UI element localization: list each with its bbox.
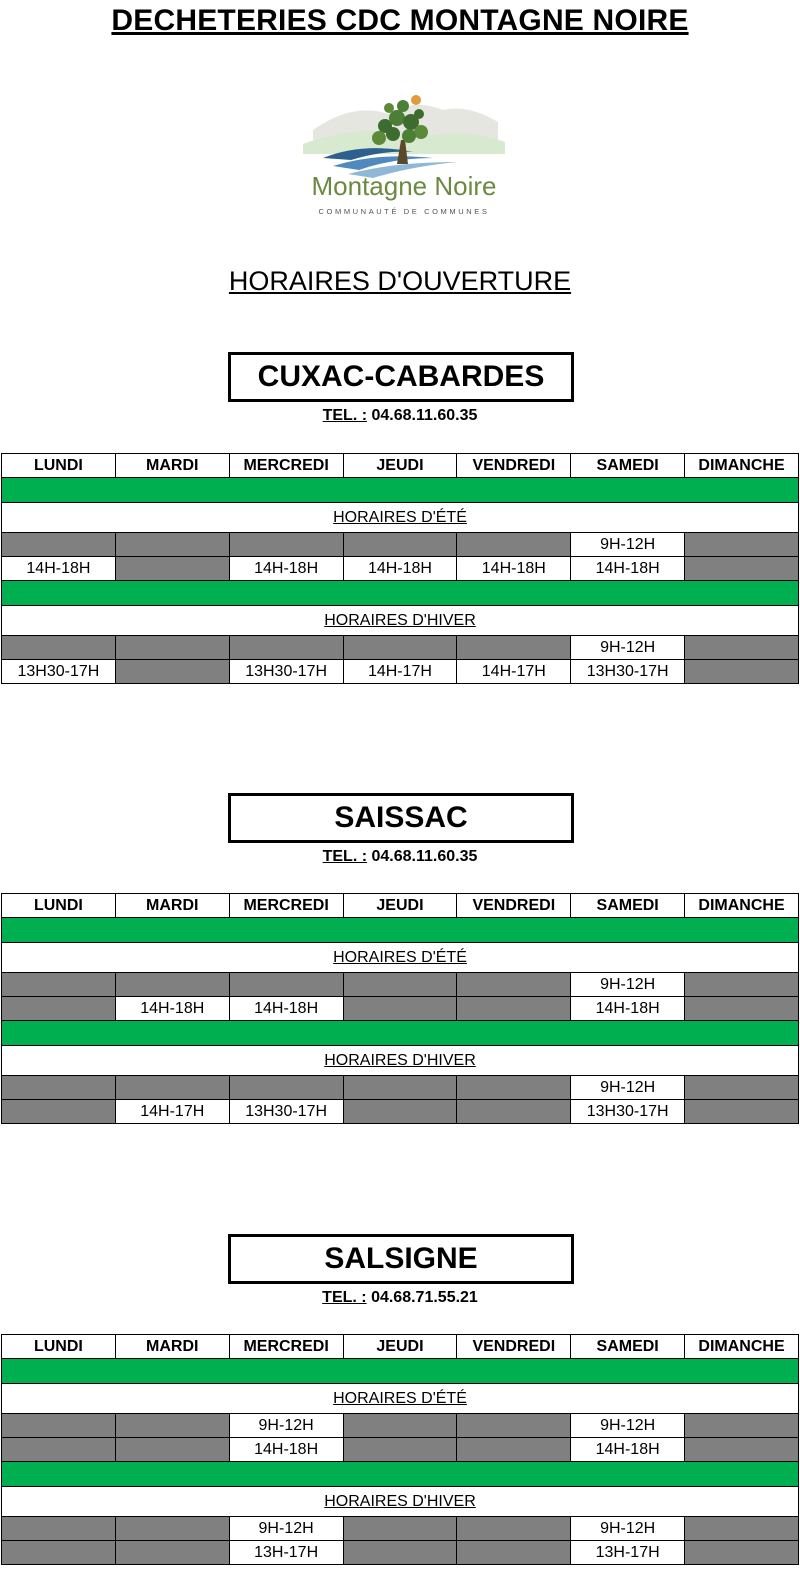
summer-afternoon-row xyxy=(2,557,799,581)
hour-cell xyxy=(2,1517,116,1541)
tel-label: TEL. : xyxy=(322,407,368,424)
day-header-row xyxy=(2,894,799,918)
hour-cell: 9H-12H xyxy=(571,1414,685,1438)
hour-cell xyxy=(115,1076,229,1100)
green-separator xyxy=(2,1021,799,1046)
hour-cell: 9H-12H xyxy=(571,533,685,557)
winter-afternoon-row xyxy=(2,1100,799,1124)
day-header: LUNDI xyxy=(2,454,116,478)
day-header: VENDREDI xyxy=(457,1335,571,1359)
hour-cell xyxy=(457,1517,571,1541)
day-header: VENDREDI xyxy=(457,454,571,478)
montagne-noire-logo xyxy=(293,92,515,222)
summer-hours-row xyxy=(2,503,799,533)
hour-cell xyxy=(343,1517,457,1541)
site-phone xyxy=(0,407,800,425)
hour-cell: 14H-18H xyxy=(115,997,229,1021)
green-separator xyxy=(2,581,799,606)
hour-cell xyxy=(457,973,571,997)
hour-cell xyxy=(115,1517,229,1541)
day-header: LUNDI xyxy=(2,1335,116,1359)
hour-cell xyxy=(229,636,343,660)
hour-cell xyxy=(457,1076,571,1100)
hour-cell xyxy=(343,1438,457,1462)
tel-label: TEL. : xyxy=(322,848,368,865)
day-header: MARDI xyxy=(115,894,229,918)
hour-cell xyxy=(343,1100,457,1124)
hour-cell xyxy=(2,533,116,557)
hour-cell xyxy=(457,1414,571,1438)
site-name-box xyxy=(228,352,574,402)
hour-cell xyxy=(457,1438,571,1462)
summer-hours-row xyxy=(2,943,799,973)
hour-cell xyxy=(343,533,457,557)
hour-cell: 14H-18H xyxy=(457,557,571,581)
hour-cell: 14H-18H xyxy=(571,557,685,581)
hour-cell: 9H-12H xyxy=(229,1414,343,1438)
hour-cell: 14H-18H xyxy=(229,557,343,581)
hour-cell xyxy=(2,1438,116,1462)
hour-cell xyxy=(2,1414,116,1438)
hour-cell: 14H-18H xyxy=(229,1438,343,1462)
day-header: MARDI xyxy=(115,454,229,478)
summer-afternoon-row xyxy=(2,997,799,1021)
day-header: LUNDI xyxy=(2,894,116,918)
hour-cell xyxy=(685,1414,799,1438)
hour-cell xyxy=(2,973,116,997)
site-phone xyxy=(0,848,800,866)
hour-cell xyxy=(685,997,799,1021)
hour-cell: 13H30-17H xyxy=(571,660,685,684)
hour-cell xyxy=(343,636,457,660)
hour-cell xyxy=(115,1438,229,1462)
schedule-table xyxy=(1,1334,799,1565)
hour-cell xyxy=(343,1076,457,1100)
hour-cell xyxy=(229,973,343,997)
winter-afternoon-row xyxy=(2,1541,799,1565)
day-header: JEUDI xyxy=(343,454,457,478)
tel-number: 04.68.71.55.21 xyxy=(371,1289,478,1306)
hour-cell xyxy=(457,1100,571,1124)
green-separator xyxy=(2,478,799,503)
hour-cell: 14H-18H xyxy=(571,997,685,1021)
svg-text:Montagne Noire: Montagne Noire xyxy=(311,171,497,201)
hour-cell: 9H-12H xyxy=(571,1517,685,1541)
hour-cell: 14H-18H xyxy=(229,997,343,1021)
day-header: MERCREDI xyxy=(229,454,343,478)
hour-cell: 13H30-17H xyxy=(571,1100,685,1124)
winter-hours-label: HORAIRES D'HIVER xyxy=(2,1487,799,1517)
day-header-row xyxy=(2,1335,799,1359)
green-separator xyxy=(2,1462,799,1487)
schedule-table xyxy=(1,893,799,1124)
hour-cell: 9H-12H xyxy=(571,636,685,660)
day-header: DIMANCHE xyxy=(685,454,799,478)
hour-cell xyxy=(115,636,229,660)
hour-cell xyxy=(115,660,229,684)
day-header: JEUDI xyxy=(343,1335,457,1359)
day-header: MARDI xyxy=(115,1335,229,1359)
summer-hours-label: HORAIRES D'ÉTÉ xyxy=(2,1384,799,1414)
day-header: SAMEDI xyxy=(571,894,685,918)
day-header: DIMANCHE xyxy=(685,1335,799,1359)
summer-hours-label: HORAIRES D'ÉTÉ xyxy=(2,943,799,973)
hour-cell xyxy=(685,533,799,557)
site-name: SAISSAC xyxy=(334,801,468,834)
day-header: MERCREDI xyxy=(229,894,343,918)
hour-cell xyxy=(2,1100,116,1124)
day-header: SAMEDI xyxy=(571,1335,685,1359)
tel-number: 04.68.11.60.35 xyxy=(371,848,478,865)
summer-morning-row xyxy=(2,1414,799,1438)
winter-afternoon-row xyxy=(2,660,799,684)
day-header-row xyxy=(2,454,799,478)
winter-hours-label: HORAIRES D'HIVER xyxy=(2,606,799,636)
hour-cell xyxy=(685,1438,799,1462)
site-name-box xyxy=(228,793,574,843)
tel-label: TEL. : xyxy=(322,1289,367,1306)
site-name: SALSIGNE xyxy=(324,1242,478,1275)
hour-cell: 9H-12H xyxy=(571,1076,685,1100)
hour-cell: 9H-12H xyxy=(229,1517,343,1541)
hour-cell xyxy=(685,1541,799,1565)
summer-morning-row xyxy=(2,533,799,557)
page-title: DECHETERIES CDC MONTAGNE NOIRE xyxy=(111,4,689,37)
opening-hours-heading: HORAIRES D'OUVERTURE xyxy=(228,266,572,296)
day-header: MERCREDI xyxy=(229,1335,343,1359)
site-name-box xyxy=(228,1234,574,1284)
hour-cell xyxy=(229,533,343,557)
site-name: CUXAC-CABARDES xyxy=(257,360,545,393)
winter-hours-row xyxy=(2,606,799,636)
day-header: JEUDI xyxy=(343,894,457,918)
hour-cell: 14H-18H xyxy=(571,1438,685,1462)
hour-cell xyxy=(2,636,116,660)
hour-cell: 14H-17H xyxy=(115,1100,229,1124)
hour-cell: 14H-17H xyxy=(343,660,457,684)
summer-morning-row xyxy=(2,973,799,997)
summer-afternoon-row xyxy=(2,1438,799,1462)
day-header: VENDREDI xyxy=(457,894,571,918)
hour-cell: 13H-17H xyxy=(571,1541,685,1565)
hour-cell xyxy=(685,636,799,660)
tel-number: 04.68.11.60.35 xyxy=(371,407,478,424)
winter-morning-row xyxy=(2,1076,799,1100)
day-header: DIMANCHE xyxy=(685,894,799,918)
hour-cell: 9H-12H xyxy=(571,973,685,997)
hour-cell xyxy=(229,1076,343,1100)
winter-hours-row xyxy=(2,1046,799,1076)
winter-morning-row xyxy=(2,1517,799,1541)
hour-cell xyxy=(115,973,229,997)
hour-cell xyxy=(115,1414,229,1438)
hour-cell xyxy=(457,636,571,660)
hour-cell xyxy=(685,660,799,684)
hour-cell xyxy=(457,997,571,1021)
hour-cell: 13H30-17H xyxy=(229,1100,343,1124)
summer-hours-row xyxy=(2,1384,799,1414)
day-header: SAMEDI xyxy=(571,454,685,478)
hour-cell xyxy=(2,997,116,1021)
hour-cell xyxy=(2,1541,116,1565)
hour-cell xyxy=(343,1541,457,1565)
hour-cell: 13H30-17H xyxy=(229,660,343,684)
hour-cell xyxy=(343,1414,457,1438)
hour-cell xyxy=(2,1076,116,1100)
hour-cell: 14H-18H xyxy=(2,557,116,581)
site-phone xyxy=(0,1289,800,1307)
hour-cell: 14H-17H xyxy=(457,660,571,684)
hour-cell: 13H30-17H xyxy=(2,660,116,684)
hour-cell xyxy=(457,533,571,557)
svg-text:COMMUNAUTÉ DE COMMUNES: COMMUNAUTÉ DE COMMUNES xyxy=(318,207,490,216)
hour-cell xyxy=(685,973,799,997)
winter-hours-row xyxy=(2,1487,799,1517)
hour-cell xyxy=(343,997,457,1021)
hour-cell xyxy=(685,1100,799,1124)
hour-cell xyxy=(685,1076,799,1100)
hour-cell xyxy=(115,557,229,581)
winter-morning-row xyxy=(2,636,799,660)
winter-hours-label: HORAIRES D'HIVER xyxy=(2,1046,799,1076)
hour-cell xyxy=(343,973,457,997)
hour-cell xyxy=(685,1517,799,1541)
hour-cell xyxy=(115,1541,229,1565)
hour-cell: 13H-17H xyxy=(229,1541,343,1565)
hour-cell xyxy=(685,557,799,581)
hour-cell: 14H-18H xyxy=(343,557,457,581)
green-separator xyxy=(2,918,799,943)
summer-hours-label: HORAIRES D'ÉTÉ xyxy=(2,503,799,533)
schedule-table xyxy=(1,453,799,684)
hour-cell xyxy=(115,533,229,557)
hour-cell xyxy=(457,1541,571,1565)
green-separator xyxy=(2,1359,799,1384)
